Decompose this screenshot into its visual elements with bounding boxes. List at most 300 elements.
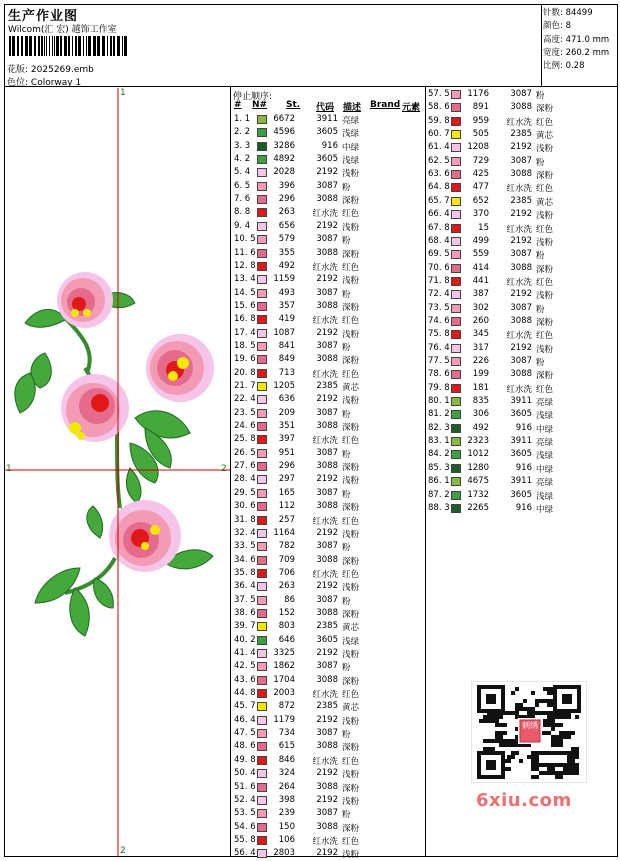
color-swatch	[257, 836, 267, 845]
colorway-label: 色位:	[7, 78, 29, 88]
row-stitches: 1862	[273, 661, 295, 672]
row-index: 47. 5	[234, 728, 256, 739]
row-index: 66. 4	[428, 209, 450, 220]
row-desc: 粉	[342, 342, 351, 353]
row-desc: 浅绿	[342, 129, 360, 140]
row-code: 2192	[316, 327, 338, 338]
row-index: 17. 4	[234, 327, 256, 338]
row-index: 61. 4	[428, 142, 450, 153]
color-swatch	[257, 596, 267, 605]
row-desc: 红色	[536, 117, 554, 128]
stop-row	[234, 755, 419, 767]
row-desc: 中绿	[536, 424, 554, 435]
row-index: 18. 5	[234, 340, 256, 351]
design-width: 宽度: 260.2 mm	[543, 48, 610, 58]
stop-row	[428, 89, 613, 101]
row-code: 红水洗	[312, 262, 338, 273]
row-index: 82. 3	[428, 422, 450, 433]
row-desc: 粉	[536, 91, 545, 101]
row-code: 2192	[316, 167, 338, 178]
row-desc: 深粉	[536, 317, 554, 328]
stop-row	[428, 396, 613, 408]
color-swatch	[257, 662, 267, 671]
color-swatch	[257, 516, 267, 525]
row-code: 3088	[316, 300, 338, 311]
row-index: 68. 4	[428, 235, 450, 246]
row-code: 3087	[510, 249, 532, 260]
row-index: 45. 7	[234, 701, 256, 712]
stop-row	[428, 263, 613, 275]
guide-label-bottom: 2	[120, 846, 126, 856]
row-index: 55. 8	[234, 834, 256, 845]
row-code: 3088	[316, 781, 338, 792]
row-desc: 深粉	[342, 676, 360, 687]
row-code: 3911	[510, 396, 532, 407]
row-code: 红水洗	[312, 369, 338, 380]
stop-row	[234, 234, 419, 246]
row-stitches: 396	[278, 180, 295, 191]
row-index: 56. 4	[234, 848, 256, 859]
row-index: 41. 4	[234, 648, 256, 658]
row-desc: 浅粉	[536, 237, 554, 248]
stop-row	[234, 381, 419, 393]
color-swatch	[451, 237, 461, 246]
row-index: 75. 8	[428, 329, 450, 340]
color-swatch	[257, 262, 267, 271]
color-swatch	[451, 397, 461, 406]
row-stitches: 425	[472, 169, 489, 180]
row-desc: 浅粉	[342, 796, 360, 807]
color-count: 颜色: 8	[543, 21, 571, 31]
color-swatch	[257, 249, 267, 258]
row-index: 86. 1	[428, 476, 450, 487]
color-swatch	[451, 224, 461, 233]
row-index: 64. 8	[428, 182, 450, 193]
row-stitches: 636	[278, 394, 295, 405]
design-preview	[5, 88, 230, 857]
row-index: 37. 5	[234, 594, 256, 605]
row-index: 31. 8	[234, 514, 256, 525]
row-stitches: 891	[472, 102, 489, 113]
stop-row	[234, 368, 419, 380]
row-code: 2192	[510, 342, 532, 353]
stop-row	[428, 476, 613, 488]
row-desc: 粉	[536, 251, 545, 262]
row-index: 65. 7	[428, 195, 450, 206]
row-stitches: 264	[278, 781, 295, 792]
row-code: 2192	[316, 794, 338, 805]
row-index: 14. 5	[234, 287, 256, 298]
color-swatch	[257, 369, 267, 378]
row-stitches: 734	[278, 728, 295, 739]
row-index: 11. 6	[234, 247, 256, 258]
row-index: 54. 6	[234, 821, 256, 832]
stop-row	[234, 701, 419, 713]
row-code: 3088	[510, 169, 532, 180]
color-swatch	[257, 823, 267, 832]
row-stitches: 324	[278, 768, 295, 779]
row-desc: 粉	[342, 289, 351, 300]
stop-row	[234, 261, 419, 273]
row-index: 50. 4	[234, 768, 256, 779]
stop-row	[428, 276, 613, 288]
stop-row	[428, 209, 613, 221]
studio-name: Wilcom(汇 宏) 越饰工作室	[8, 25, 117, 35]
row-desc: 黄芯	[342, 703, 360, 714]
color-swatch	[451, 197, 461, 206]
color-swatch	[257, 556, 267, 565]
row-index: 12. 8	[234, 260, 256, 271]
stop-row	[234, 167, 419, 179]
row-desc: 黄芯	[342, 383, 360, 393]
row-stitches: 414	[472, 262, 489, 273]
row-code: 2192	[316, 848, 338, 859]
row-index: 6. 5	[234, 180, 251, 191]
color-swatch	[257, 395, 267, 404]
row-code: 3088	[316, 247, 338, 258]
row-stitches: 872	[278, 701, 295, 712]
row-stitches: 239	[278, 808, 295, 819]
stop-row	[428, 142, 613, 154]
stop-row	[234, 515, 419, 527]
row-stitches: 1208	[467, 142, 489, 153]
row-index: 4. 2	[234, 154, 251, 165]
row-code: 3087	[316, 808, 338, 819]
row-code: 3087	[510, 155, 532, 166]
row-code: 3088	[316, 354, 338, 365]
color-swatch	[257, 569, 267, 578]
stop-row	[428, 463, 613, 475]
row-stitches: 4596	[273, 127, 295, 138]
row-index: 44. 8	[234, 688, 256, 699]
color-swatch	[257, 462, 267, 471]
row-stitches: 387	[472, 289, 489, 300]
stop-row	[428, 409, 613, 421]
color-swatch	[257, 208, 267, 217]
row-code: 3088	[316, 607, 338, 618]
row-desc: 深粉	[342, 783, 360, 794]
row-stitches: 263	[278, 207, 295, 218]
row-desc: 深粉	[536, 264, 554, 275]
row-desc: 黄芯	[342, 623, 360, 634]
color-swatch	[257, 849, 267, 858]
color-swatch	[451, 504, 461, 513]
row-desc: 浅粉	[536, 144, 554, 155]
stop-row	[428, 436, 613, 448]
color-swatch	[451, 437, 461, 446]
row-index: 33. 5	[234, 541, 256, 552]
color-swatch	[451, 210, 461, 219]
color-swatch	[257, 355, 267, 364]
col-header-st: St.	[286, 100, 301, 110]
color-swatch	[257, 636, 267, 645]
row-stitches: 441	[472, 275, 489, 286]
stop-row	[234, 541, 419, 553]
row-desc: 浅粉	[342, 529, 360, 540]
row-stitches: 296	[278, 461, 295, 472]
row-desc: 深粉	[342, 743, 360, 754]
row-index: 83. 1	[428, 436, 450, 447]
row-desc: 深粉	[342, 463, 360, 474]
row-desc: 深粉	[342, 503, 360, 514]
row-desc: 粉	[536, 157, 545, 168]
row-stitches: 302	[472, 302, 489, 313]
color-swatch	[257, 702, 267, 711]
stop-sequence-heading: 停止顺序:	[233, 92, 273, 102]
color-swatch	[451, 304, 461, 313]
row-code: 红水洗	[312, 209, 338, 220]
row-index: 28. 4	[234, 474, 256, 485]
row-desc: 黄芯	[536, 131, 554, 142]
row-code: 2385	[316, 381, 338, 391]
row-stitches: 951	[278, 447, 295, 458]
row-stitches: 112	[278, 501, 295, 512]
row-code: 916	[515, 502, 532, 513]
row-index: 57. 5	[428, 89, 450, 99]
row-desc: 粉	[536, 304, 545, 315]
color-swatch	[257, 756, 267, 765]
row-desc: 深粉	[342, 356, 360, 367]
row-code: 3911	[316, 114, 338, 124]
color-swatch	[257, 222, 267, 231]
row-code: 红水洗	[506, 117, 532, 128]
row-desc: 红色	[342, 209, 360, 220]
color-swatch	[257, 168, 267, 177]
row-stitches: 492	[472, 422, 489, 433]
row-stitches: 106	[278, 834, 295, 845]
row-index: 7. 6	[234, 194, 251, 205]
row-desc: 中绿	[536, 464, 554, 475]
row-desc: 浅粉	[536, 211, 554, 222]
stop-row	[234, 354, 419, 366]
stop-row	[234, 555, 419, 567]
row-stitches: 1012	[467, 449, 489, 460]
row-code: 3605	[316, 634, 338, 645]
row-stitches: 3286	[273, 140, 295, 151]
row-desc: 红色	[342, 516, 360, 527]
stop-row	[234, 848, 419, 860]
row-code: 3087	[510, 302, 532, 313]
row-code: 916	[515, 462, 532, 473]
color-swatch	[257, 769, 267, 778]
row-index: 74. 6	[428, 315, 450, 326]
row-stitches: 345	[472, 329, 489, 340]
row-stitches: 1704	[273, 674, 295, 685]
stop-row	[234, 127, 419, 139]
row-index: 10. 5	[234, 234, 256, 245]
row-stitches: 505	[472, 129, 489, 140]
row-code: 3605	[510, 409, 532, 420]
pattern-value: 2025269.emb	[30, 65, 94, 75]
row-stitches: 150	[278, 821, 295, 832]
row-index: 43. 6	[234, 674, 256, 685]
row-code: 3088	[510, 369, 532, 380]
row-stitches: 419	[278, 314, 295, 325]
color-swatch	[257, 289, 267, 298]
row-desc: 粉	[342, 182, 351, 193]
stop-row	[428, 490, 613, 502]
row-code: 2192	[316, 714, 338, 725]
stop-row	[234, 741, 419, 753]
stop-row	[234, 835, 419, 847]
color-swatch	[257, 182, 267, 191]
row-stitches: 713	[278, 367, 295, 378]
row-index: 53. 5	[234, 808, 256, 819]
row-stitches: 846	[278, 754, 295, 765]
row-stitches: 1176	[467, 89, 489, 99]
stop-row	[234, 154, 419, 166]
color-swatch	[451, 157, 461, 166]
row-stitches: 181	[472, 382, 489, 393]
color-swatch	[257, 622, 267, 631]
row-stitches: 615	[278, 741, 295, 752]
color-swatch	[451, 103, 461, 112]
row-stitches: 841	[278, 340, 295, 351]
row-desc: 浅绿	[536, 411, 554, 422]
row-desc: 红色	[342, 316, 360, 327]
row-desc: 粉	[342, 810, 351, 821]
stop-row	[234, 581, 419, 593]
row-desc: 红色	[342, 690, 360, 701]
row-code: 3911	[510, 476, 532, 487]
row-index: 9. 4	[234, 220, 251, 231]
color-swatch	[257, 676, 267, 685]
row-index: 69. 5	[428, 249, 450, 260]
row-code: 3088	[316, 501, 338, 512]
row-desc: 深粉	[342, 823, 360, 834]
stop-row	[234, 768, 419, 780]
row-code: 3087	[316, 234, 338, 245]
row-stitches: 317	[472, 342, 489, 353]
row-stitches: 165	[278, 487, 295, 498]
color-swatch	[257, 409, 267, 418]
row-index: 24. 6	[234, 421, 256, 432]
row-index: 59. 8	[428, 115, 450, 126]
stop-row	[234, 141, 419, 153]
row-desc: 浅粉	[342, 396, 360, 407]
guide-label-right: 2	[221, 464, 227, 474]
row-desc: 红色	[342, 436, 360, 447]
row-index: 80. 1	[428, 396, 450, 407]
col-header-element: 元素	[402, 103, 421, 113]
stop-row	[234, 648, 419, 660]
row-desc: 深粉	[536, 371, 554, 382]
row-desc: 浅粉	[342, 276, 360, 287]
row-stitches: 2323	[467, 436, 489, 447]
color-swatch	[451, 491, 461, 500]
row-index: 84. 2	[428, 449, 450, 460]
row-stitches: 3325	[273, 648, 295, 658]
row-desc: 浅粉	[536, 291, 554, 302]
row-desc: 亮绿	[536, 478, 554, 489]
stop-row	[234, 501, 419, 513]
row-stitches: 297	[278, 474, 295, 485]
row-code: 3088	[510, 262, 532, 273]
row-stitches: 709	[278, 554, 295, 565]
row-code: 红水洗	[312, 756, 338, 767]
row-index: 88. 3	[428, 502, 450, 513]
row-index: 78. 6	[428, 369, 450, 380]
stop-row	[428, 343, 613, 355]
row-desc: 浅粉	[342, 476, 360, 487]
row-index: 20. 8	[234, 367, 256, 378]
color-swatch	[257, 235, 267, 244]
color-swatch	[257, 609, 267, 618]
row-stitches: 1164	[273, 527, 295, 538]
row-code: 3088	[316, 421, 338, 432]
color-swatch	[451, 117, 461, 126]
color-swatch	[257, 689, 267, 698]
color-swatch	[451, 250, 461, 259]
row-code: 3087	[316, 594, 338, 605]
stop-row	[428, 129, 613, 141]
row-index: 15. 6	[234, 300, 256, 311]
stop-row	[234, 341, 419, 353]
row-code: 3088	[316, 554, 338, 565]
watermark: 6xiu.com	[476, 790, 572, 811]
row-code: 3087	[510, 356, 532, 366]
stop-row	[234, 181, 419, 193]
color-swatch	[257, 529, 267, 538]
row-desc: 浅绿	[536, 451, 554, 462]
color-swatch	[257, 489, 267, 498]
color-swatch	[451, 344, 461, 353]
color-swatch	[257, 729, 267, 738]
stop-row	[428, 356, 613, 368]
row-index: 35. 8	[234, 567, 256, 578]
row-desc: 亮绿	[536, 398, 554, 409]
stop-row	[234, 808, 419, 820]
row-stitches: 397	[278, 434, 295, 445]
row-desc: 粉	[342, 730, 351, 741]
row-stitches: 6672	[273, 114, 295, 124]
row-desc: 粉	[342, 236, 351, 247]
stop-row	[234, 715, 419, 727]
color-swatch	[451, 357, 461, 366]
row-desc: 深粉	[536, 171, 554, 182]
row-index: 72. 4	[428, 289, 450, 300]
stop-row	[428, 503, 613, 515]
row-code: 3087	[316, 180, 338, 191]
pattern-label: 花版:	[7, 65, 29, 75]
color-swatch	[257, 809, 267, 818]
stop-row	[428, 223, 613, 235]
design-scale: 比例: 0.28	[543, 61, 585, 71]
row-index: 34. 6	[234, 554, 256, 565]
stop-row	[428, 156, 613, 168]
row-index: 3. 3	[234, 140, 251, 151]
color-swatch	[257, 502, 267, 511]
row-index: 38. 6	[234, 607, 256, 618]
row-stitches: 1179	[273, 714, 295, 725]
info-box	[541, 4, 618, 84]
row-index: 5. 4	[234, 167, 251, 178]
row-stitches: 263	[278, 581, 295, 592]
color-swatch	[257, 155, 267, 164]
row-code: 3605	[510, 449, 532, 460]
stop-row	[428, 102, 613, 114]
stop-row	[234, 568, 419, 580]
row-code: 红水洗	[506, 384, 532, 395]
row-code: 3088	[316, 821, 338, 832]
row-code: 2192	[316, 274, 338, 285]
row-index: 73. 5	[428, 302, 450, 313]
stop-row	[234, 114, 419, 126]
color-swatch	[257, 342, 267, 351]
row-code: 3605	[316, 127, 338, 138]
row-desc: 浅粉	[536, 344, 554, 355]
row-code: 3605	[316, 154, 338, 165]
